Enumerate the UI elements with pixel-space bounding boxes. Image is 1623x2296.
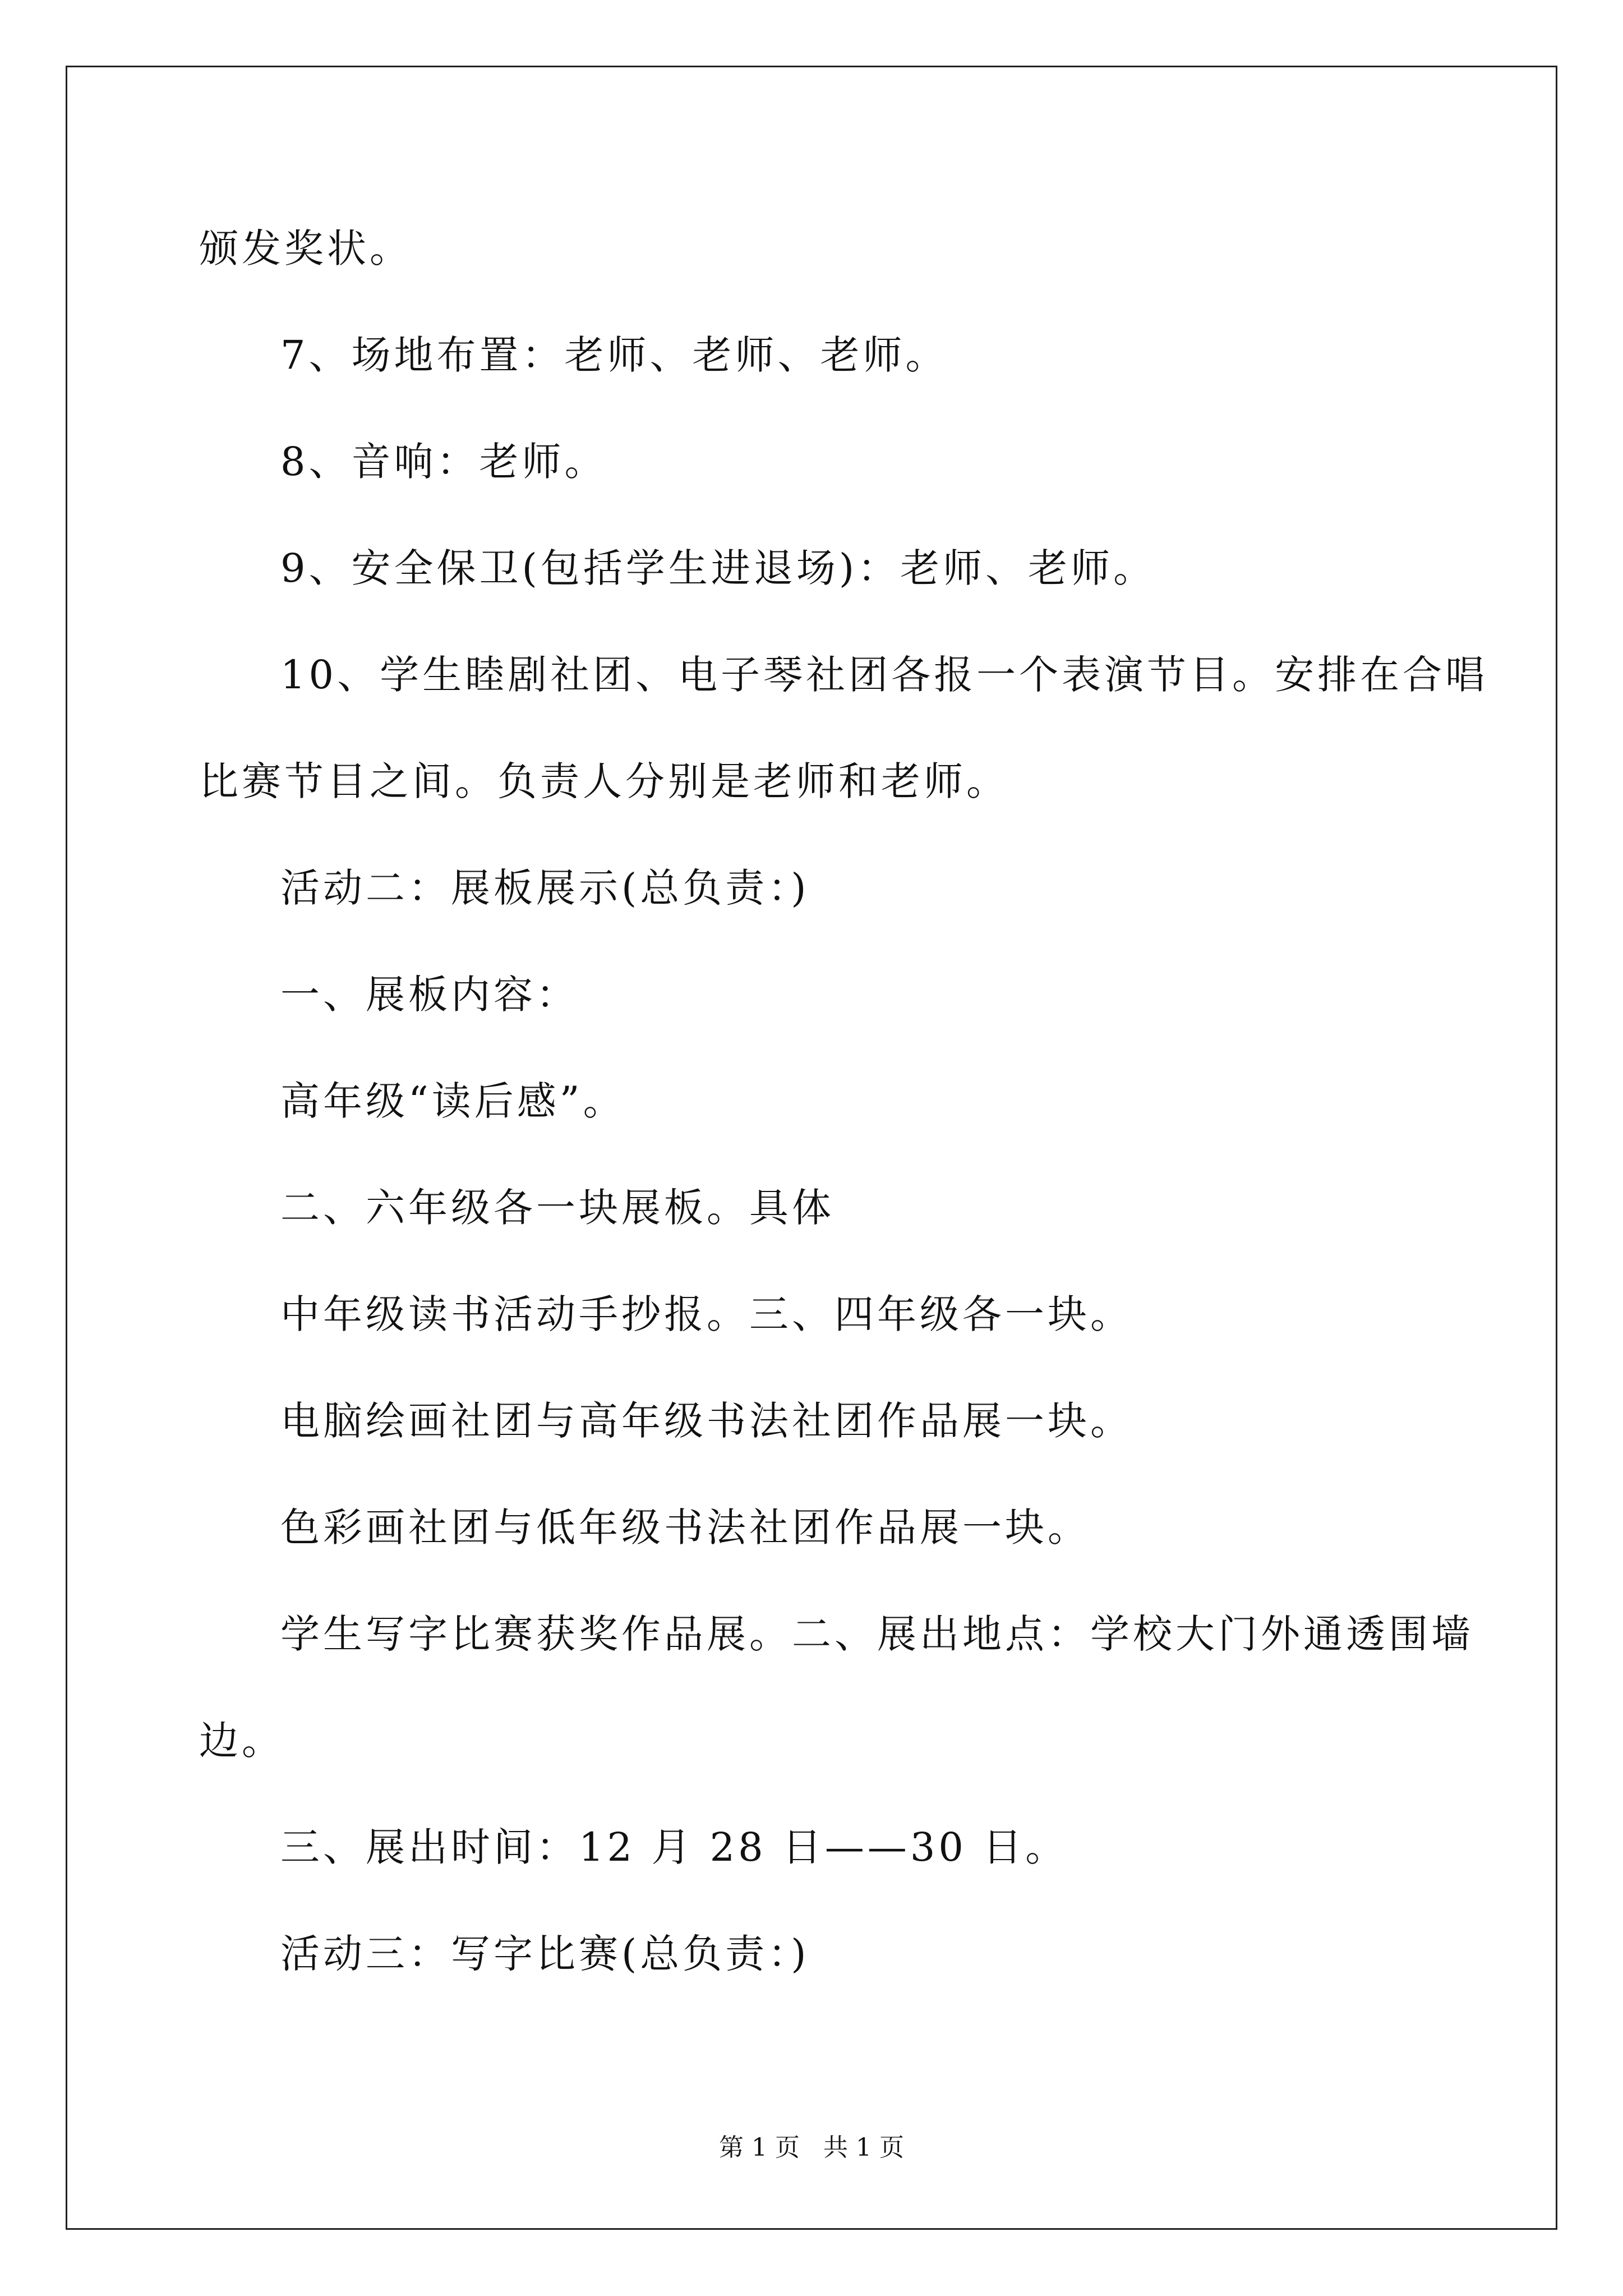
text-line-9: 高年级“读后感”。 — [280, 1078, 626, 1124]
text-line-17: 活动三：写字比赛(总负责：) — [280, 1931, 810, 1977]
text-line-7: 活动二：展板展示(总负责：) — [280, 865, 810, 911]
text-line-6: 比赛节目之间。负责人分别是老师和老师。 — [199, 758, 1009, 804]
text-line-15: 边。 — [199, 1718, 284, 1764]
text-line-8: 一、展板内容： — [280, 972, 579, 1018]
text-line-16: 三、展出时间：12 月 28 日——30 日。 — [280, 1824, 1068, 1870]
text-line-4: 9、安全保卫(包括学生进退场)：老师、老师。 — [280, 545, 1156, 591]
text-line-3: 8、音响：老师。 — [280, 439, 607, 485]
text-line-5: 10、学生睦剧社团、电子琴社团各报一个表演节目。安排在合唱 — [280, 652, 1488, 698]
page-border — [66, 66, 1557, 2230]
text-line-1: 颁发奖状。 — [199, 226, 412, 272]
text-line-13: 色彩画社团与低年级书法社团作品展一块。 — [280, 1504, 1090, 1550]
text-line-12: 电脑绘画社团与高年级书法社团作品展一块。 — [280, 1398, 1133, 1444]
text-line-10: 二、六年级各一块展板。具体 — [280, 1185, 834, 1231]
text-line-2: 7、场地布置：老师、老师、老师。 — [280, 332, 948, 378]
text-line-11: 中年级读书活动手抄报。三、四年级各一块。 — [280, 1291, 1133, 1337]
page-footer: 第 1 页 共 1 页 — [719, 2133, 904, 2162]
text-line-14: 学生写字比赛获奖作品展。二、展出地点：学校大门外通透围墙 — [280, 1611, 1474, 1657]
